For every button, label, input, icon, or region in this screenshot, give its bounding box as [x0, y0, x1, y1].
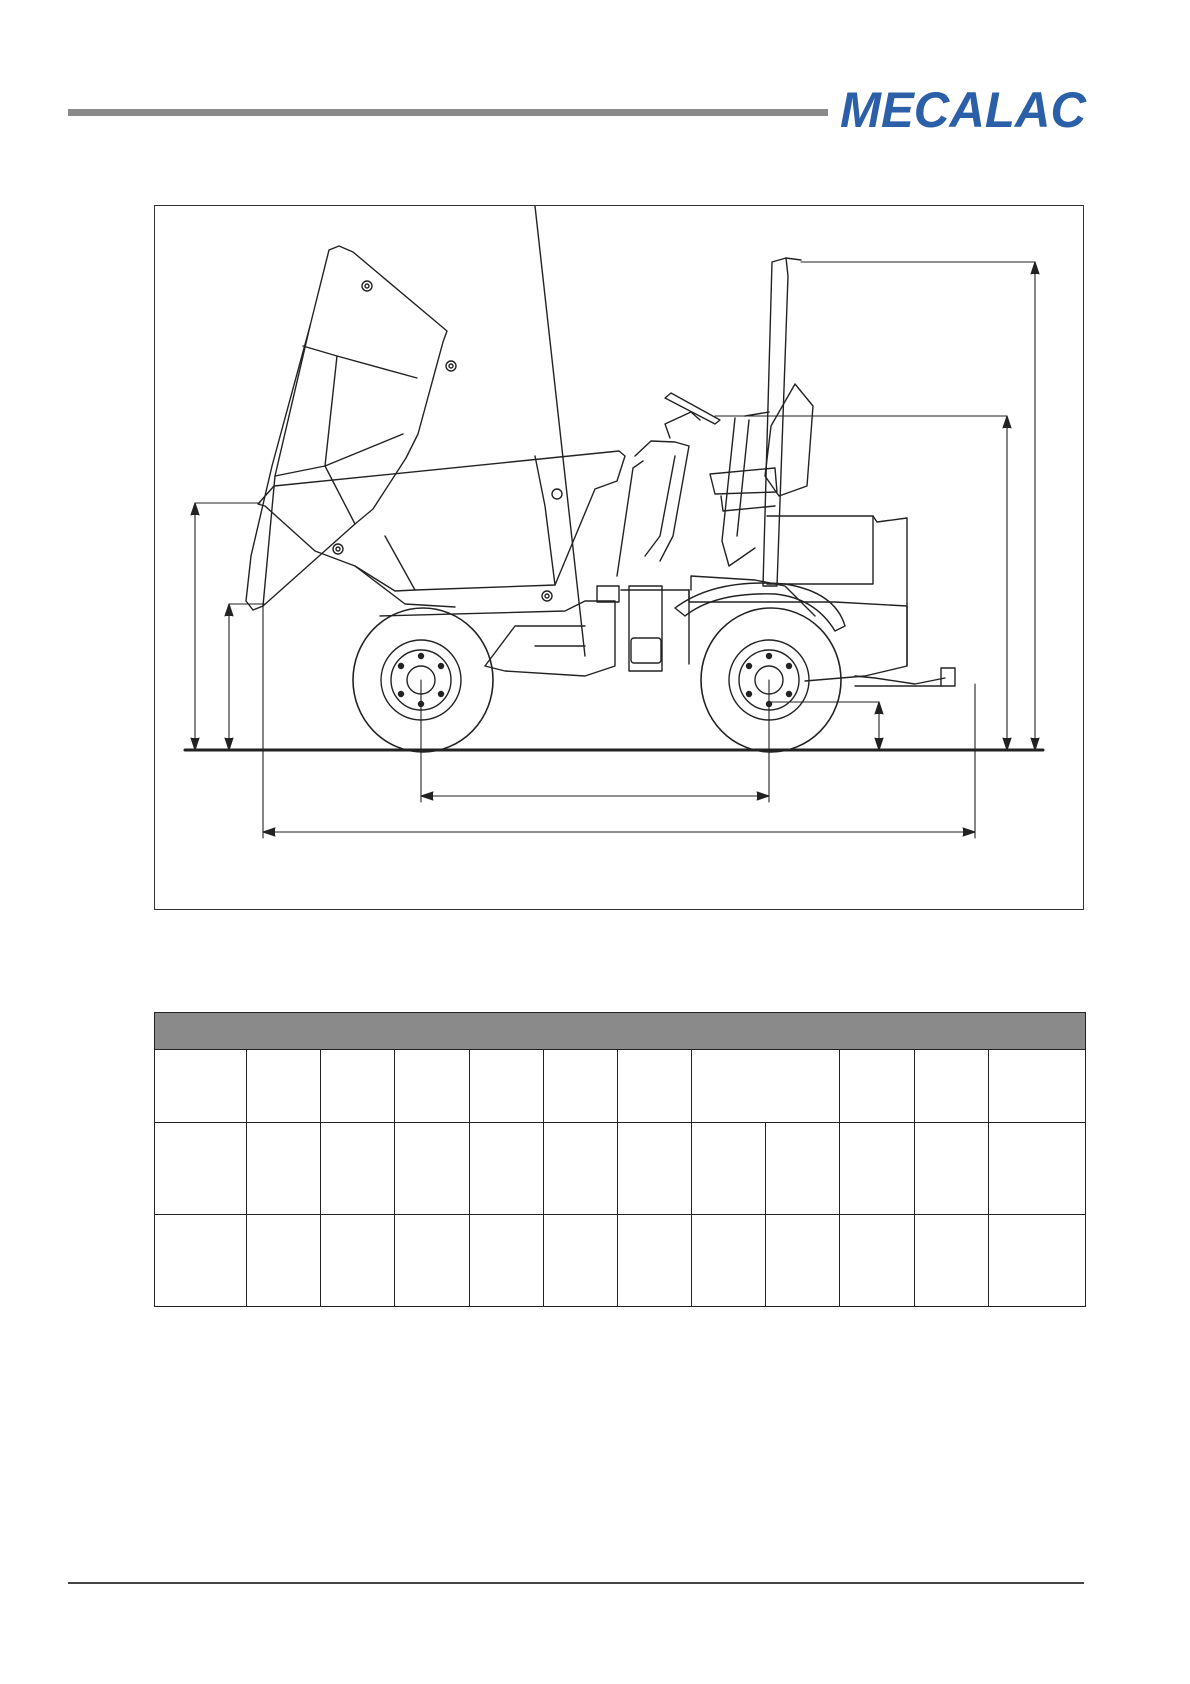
table-cell: [840, 1215, 915, 1307]
table-cell: [470, 1215, 544, 1307]
table-cell: [395, 1050, 470, 1123]
steering-assembly: [617, 393, 720, 576]
table-row: [155, 1050, 1086, 1123]
table-cell: [155, 1123, 247, 1215]
header-rule: [68, 109, 828, 116]
table-cell: [155, 1050, 247, 1123]
table-row: [155, 1215, 1086, 1307]
dimensions-table: [154, 1012, 1086, 1307]
table-cell: [692, 1215, 766, 1307]
table-cell: [915, 1123, 989, 1215]
tow-hitch: [855, 668, 955, 686]
table-cell: [321, 1215, 395, 1307]
table-cell: [544, 1050, 618, 1123]
table-cell: [989, 1215, 1086, 1307]
table-cell: [618, 1123, 692, 1215]
logo-text: MECALAC: [840, 82, 1087, 138]
dimension-drawing-frame: [154, 205, 1084, 910]
table-cell: [395, 1215, 470, 1307]
fender: [675, 583, 845, 631]
table-cell: [989, 1050, 1086, 1123]
table-cell: [544, 1123, 618, 1215]
mecalac-logo: [838, 82, 1090, 138]
table-cell: [247, 1215, 321, 1307]
table-cell: [321, 1123, 395, 1215]
dumper-line-drawing: [155, 206, 1085, 911]
table-cell: [618, 1050, 692, 1123]
table-cell: [395, 1123, 470, 1215]
dimension-lines: [191, 262, 1039, 838]
table-cell: [766, 1123, 840, 1215]
table-cell: [618, 1215, 692, 1307]
seat: [710, 384, 813, 511]
rops-frame: [722, 258, 801, 586]
table-cell: [840, 1123, 915, 1215]
table-row: [155, 1123, 1086, 1215]
engine-cover: [691, 516, 907, 666]
table-cell: [840, 1050, 915, 1123]
table-cell: [692, 1050, 840, 1123]
table-cell: [915, 1050, 989, 1123]
table-cell: [155, 1215, 247, 1307]
table-cell: [247, 1123, 321, 1215]
table-cell: [692, 1123, 766, 1215]
table-cell: [247, 1050, 321, 1123]
table-cell: [989, 1123, 1086, 1215]
footer-rule: [68, 1582, 1084, 1584]
table-cell: [470, 1123, 544, 1215]
skip-bucket: [246, 246, 456, 610]
table-cell: [544, 1215, 618, 1307]
table-cell: [321, 1050, 395, 1123]
table-cell: [915, 1215, 989, 1307]
table-cell: [766, 1215, 840, 1307]
front-wheel: [353, 608, 493, 752]
table-header-band: [155, 1013, 1086, 1050]
table-cell: [470, 1050, 544, 1123]
